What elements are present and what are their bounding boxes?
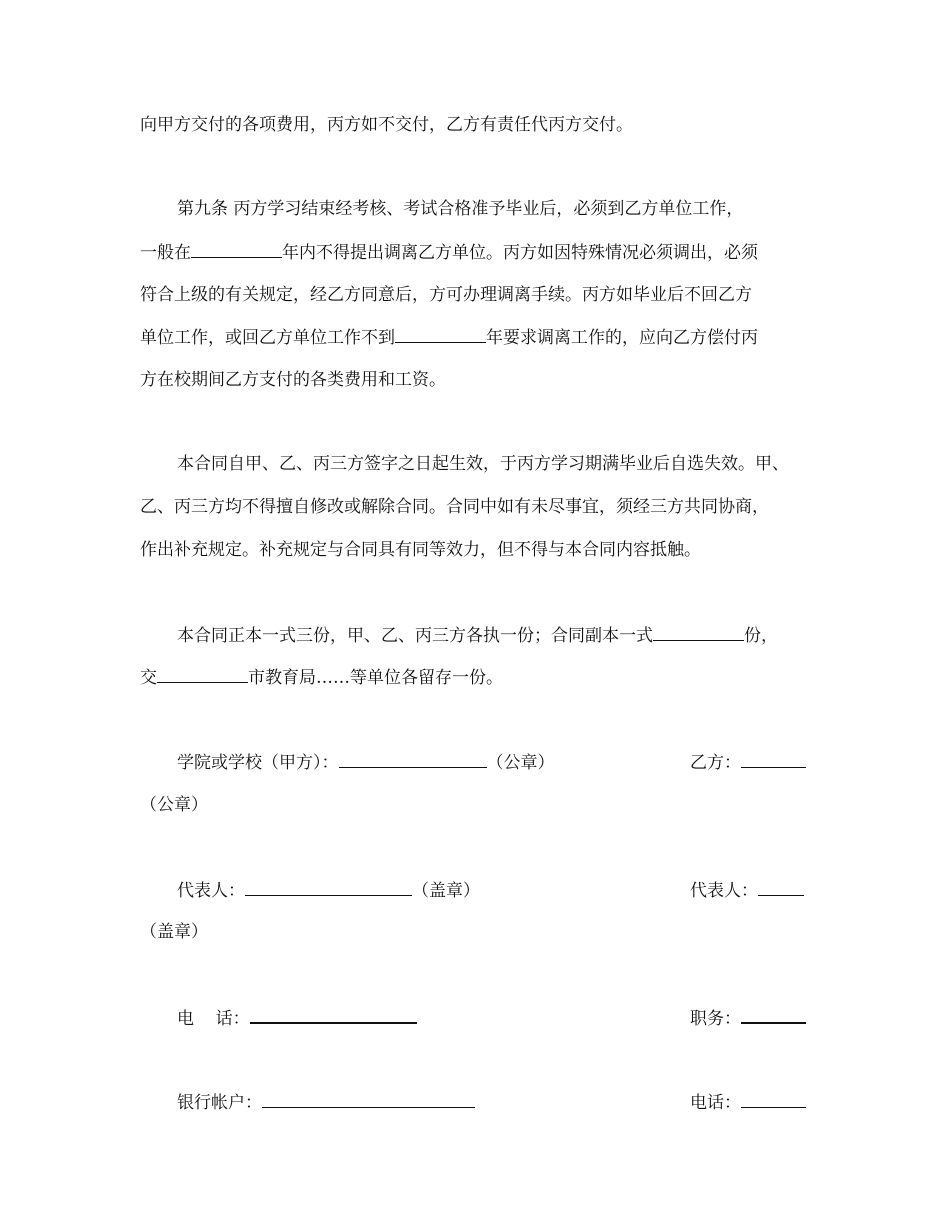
copies-line1	[177, 624, 857, 647]
article9-line5	[140, 369, 820, 391]
article9-line2	[140, 241, 820, 264]
phone-blank[interactable]	[250, 1006, 417, 1024]
rep-seal: （盖章）	[412, 881, 480, 901]
party-b-seal-row	[140, 794, 820, 816]
phone-label: 电 话：	[177, 1009, 250, 1029]
article9-line1	[177, 198, 857, 220]
rep-b-seal: （盖章）	[140, 922, 208, 942]
article9-text: 符合上级的有关规定，经乙方同意后，方可办理调离手续。丙方如毕业后不回乙方	[140, 285, 752, 305]
effect-line3	[140, 539, 820, 561]
position-field	[690, 1006, 806, 1030]
effect-text: 本合同自甲、乙、丙三方签字之日起生效，于丙方学习期满毕业后自选失效。甲、	[177, 454, 789, 474]
party-b-label: 乙方：	[690, 753, 741, 773]
rep-b-label: 代表人：	[690, 881, 758, 901]
copies-text: 本合同正本一式三份，甲、乙、丙三方各执一份；合同副本一式	[177, 626, 653, 646]
school-signature-row	[177, 751, 657, 774]
bank-account-blank[interactable]	[262, 1091, 475, 1108]
phone-row	[177, 1006, 657, 1030]
city-blank[interactable]	[157, 666, 248, 683]
years-blank[interactable]	[395, 326, 486, 343]
bank-label: 银行帐户：	[177, 1093, 262, 1113]
phone-b-label: 电话：	[690, 1093, 741, 1113]
rep-b-signature	[690, 879, 804, 902]
paragraph-text: 向甲方交付的各项费用，丙方如不交付，乙方有责任代丙方交付。	[140, 115, 633, 135]
copies-text: 市教育局……等单位各留存一份。	[248, 668, 503, 688]
copies-text: 份，	[744, 626, 778, 646]
rep-name-blank[interactable]	[245, 879, 412, 896]
years-blank[interactable]	[191, 241, 282, 258]
article9-text: 第九条 丙方学习结束经考核、考试合格准予毕业后，必须到乙方单位工作，	[177, 199, 744, 219]
copies-count-blank[interactable]	[653, 624, 744, 641]
effect-line2	[140, 496, 820, 518]
effect-line1	[177, 453, 827, 475]
article9-line3	[140, 284, 820, 306]
school-label: 学院或学校（甲方）：	[177, 753, 339, 773]
position-blank[interactable]	[741, 1006, 806, 1024]
effect-text: 乙、丙三方均不得擅自修改或解除合同。合同中如有未尽事宜，须经三方共同协商，	[140, 497, 769, 517]
party-b-seal: （公章）	[140, 795, 208, 815]
position-label: 职务：	[690, 1009, 741, 1029]
paragraph-continuation	[140, 114, 820, 136]
phone-b-field	[690, 1091, 806, 1114]
party-b-blank[interactable]	[741, 751, 806, 768]
article9-text: 一般在	[140, 243, 191, 263]
article9-text: 方在校期间乙方支付的各类费用和工资。	[140, 370, 446, 390]
school-name-blank[interactable]	[339, 751, 487, 768]
school-seal: （公章）	[486, 753, 555, 773]
article9-text: 年要求调离工作的，应向乙方偿付丙	[486, 328, 758, 348]
rep-signature-row	[177, 879, 657, 902]
phone-b-blank[interactable]	[741, 1091, 806, 1108]
rep-label: 代表人：	[177, 881, 245, 901]
effect-text: 作出补充规定。补充规定与合同具有同等效力，但不得与本合同内容抵触。	[140, 540, 701, 560]
party-b-signature	[690, 751, 806, 774]
article9-text: 年内不得提出调离乙方单位。丙方如因特殊情况必须调出，必须	[282, 243, 758, 263]
bank-row	[177, 1091, 657, 1114]
copies-text: 交	[140, 668, 157, 688]
article9-line4	[140, 326, 820, 349]
rep-b-blank[interactable]	[758, 879, 804, 896]
article9-text: 单位工作，或回乙方单位工作不到	[140, 328, 395, 348]
copies-line2	[140, 666, 820, 689]
rep-b-seal-row	[140, 921, 820, 943]
